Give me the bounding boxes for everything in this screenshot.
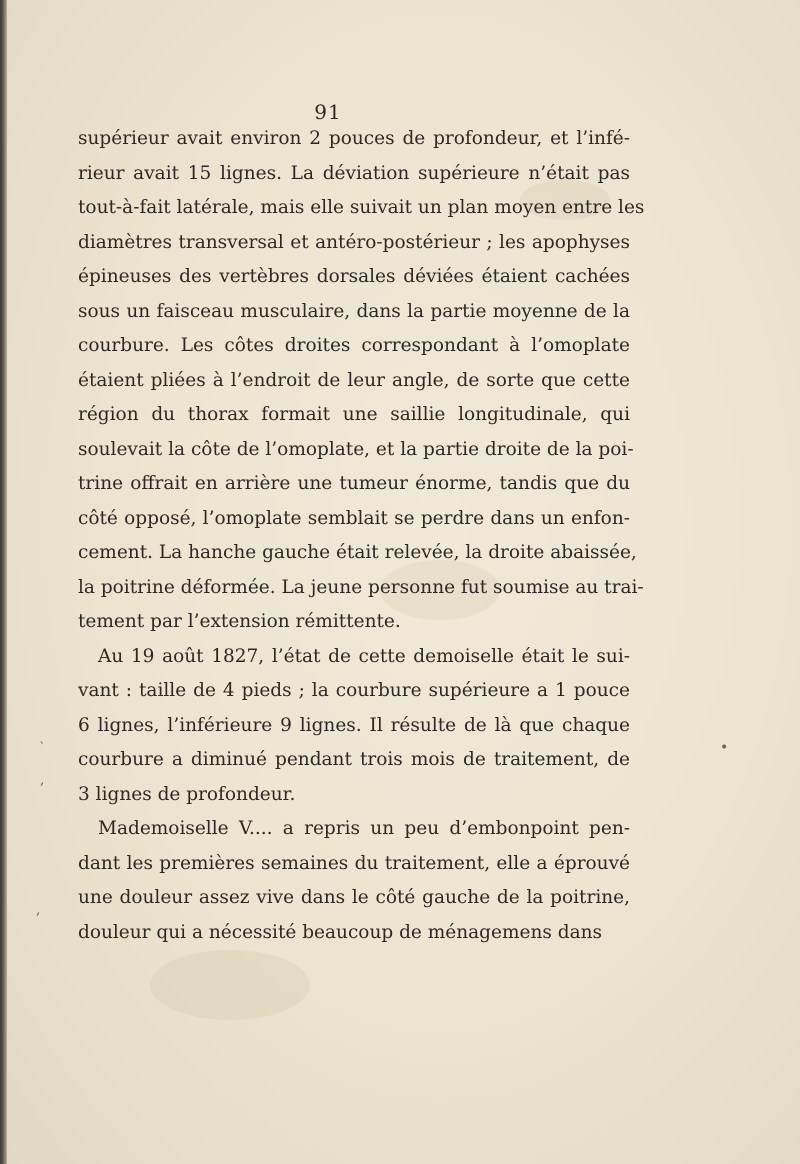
paragraph [78, 122, 645, 640]
page-number: 91 [314, 100, 342, 124]
text-line: courbure. Les côtes droites correspondant à l’omoplate [78, 335, 630, 356]
text-line: soulevait la côte de l’omoplate, et la partie droite de la poi- [78, 438, 634, 460]
text-line: côté opposé, l’omoplate semblait se perdre dans un enfon- [78, 507, 630, 529]
text-line: trine offrait en arrière une tumeur énorme, tandis que du [78, 473, 630, 494]
text-line: supérieur avait environ 2 pouces de profondeur, et l’infé- [78, 128, 630, 149]
text-line: dant les premières semaines du traitement, elle a éprouvé [78, 852, 630, 874]
text-line: douleur qui a nécessité beaucoup de ménagemens dans [78, 921, 603, 943]
text-line: la poitrine déformée. La jeune personne fut soumise au trai- [78, 576, 644, 598]
text-line: Au 19 août 1827, l’état de cette demoiselle était le sui- [98, 645, 630, 667]
margin-mark: , [36, 902, 41, 918]
text-line: tout-à-fait latérale, mais elle suivait un plan moyen entre les [78, 197, 645, 218]
margin-mark: , [40, 772, 45, 788]
text-line: diamètres transversal et antéro-postérieur ; les apophyses [78, 231, 630, 253]
text-line: tement par l’extension rémittente. [78, 611, 401, 632]
text-line: sous un faisceau musculaire, dans la partie moyenne de la [78, 300, 630, 322]
text-line: vant : taille de 4 pieds ; la courbure supérieure a 1 pouce [78, 680, 630, 701]
text-line: 3 lignes de profondeur. [78, 783, 296, 805]
binding-edge [0, 0, 7, 1164]
text-line: région du thorax formait une saillie longitudinale, qui [78, 404, 630, 425]
text-line: cement. La hanche gauche était relevée, la droite abaissée, [78, 542, 637, 563]
margin-mark: • [720, 740, 729, 756]
text-line: rieur avait 15 lignes. La déviation supérieure n’était pas [78, 162, 630, 184]
paragraph [78, 812, 630, 950]
paper-stain [150, 950, 310, 1020]
text-line: 6 lignes, l’inférieure 9 lignes. Il résulte de là que chaque [78, 714, 630, 736]
text-line: épineuses des vertèbres dorsales déviées étaient cachées [78, 266, 630, 287]
text-line: étaient pliées à l’endroit de leur angle, de sorte que cette [78, 369, 630, 391]
text-line: courbure a diminué pendant trois mois de traitement, de [78, 749, 630, 770]
text-line: une douleur assez vive dans le côté gauche de la poitrine, [78, 887, 630, 908]
paragraph [78, 640, 630, 813]
body-text [78, 122, 645, 950]
text-line: Mademoiselle V.... a repris un peu d’embonpoint pen- [98, 818, 630, 839]
margin-mark: ‵ [40, 740, 44, 756]
